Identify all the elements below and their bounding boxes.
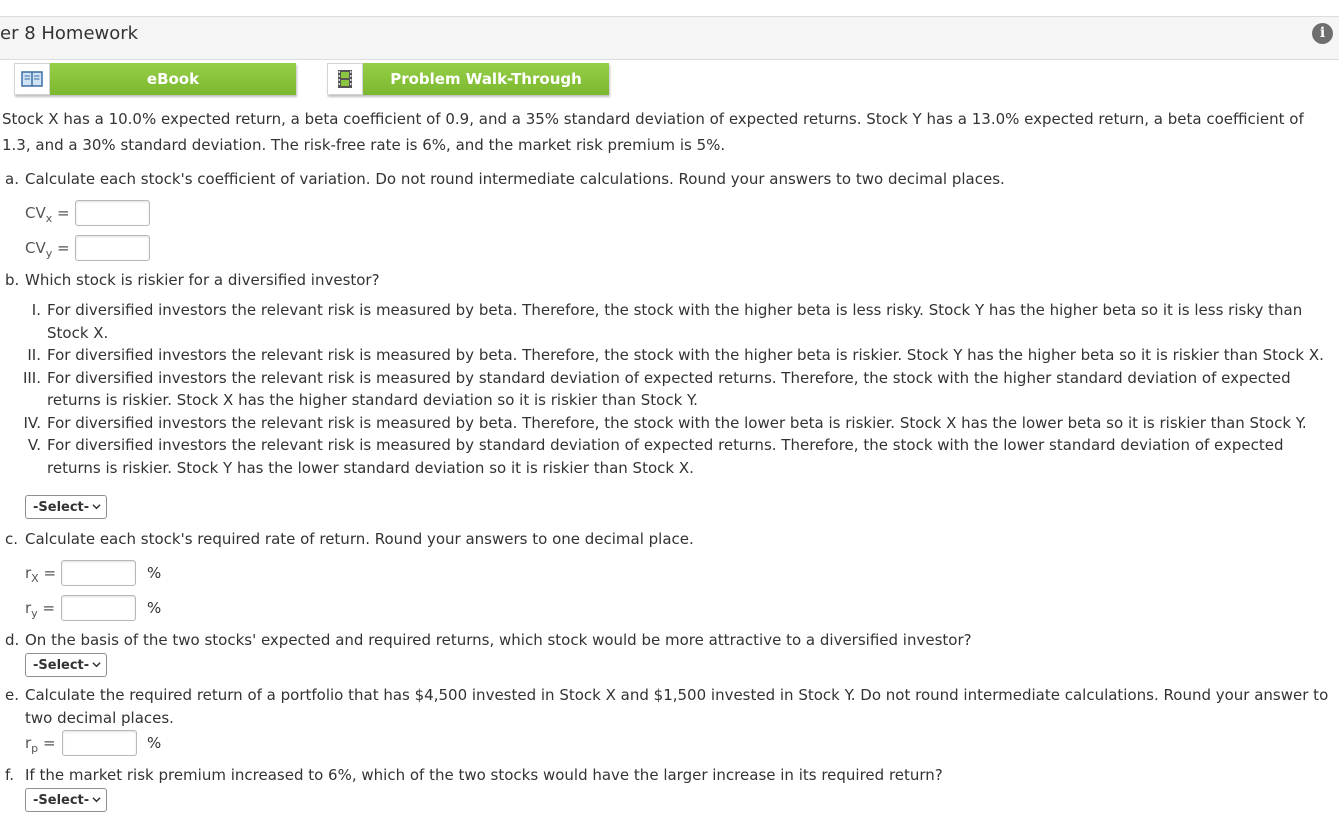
cvy-input[interactable]: [75, 235, 150, 261]
cvy-symbol: $CV_y$ =: [25, 239, 70, 260]
part-f-question: If the market risk premium increased to 6%, which of the two stocks would have the larger increase in its required return?: [25, 766, 943, 784]
ry-unit: %: [147, 599, 162, 617]
part-e-question-line-1: Calculate the required return of a portfolio that has $4,500 invested in Stock X and $1,500 invested in Stock Y. Do not round intermediate calculations. Round your answer to: [25, 686, 1329, 704]
intro-line-2: 1.3, and a 30% standard deviation. The risk-free rate is 6%, and the market risk premium is 5%.: [2, 136, 726, 154]
rp-symbol: $r_p$ =: [25, 734, 56, 755]
rx-symbol: $r_X$ =: [25, 564, 57, 585]
part-b-select[interactable]: -Select-: [25, 495, 107, 519]
part-d-select[interactable]: -Select-: [25, 653, 107, 677]
part-f-select[interactable]: -Select-: [25, 788, 107, 812]
rp-input[interactable]: [62, 730, 137, 756]
cvx-input[interactable]: [75, 200, 150, 226]
part-e-question-line-2: two decimal places.: [25, 709, 174, 727]
chevron-down-icon: [92, 795, 101, 804]
rx-unit: %: [147, 564, 162, 582]
part-f-label: f.: [5, 766, 14, 784]
rx-input[interactable]: [61, 560, 136, 586]
rp-unit: %: [147, 734, 162, 752]
part-c-question: Calculate each stock's required rate of return. Round your answers to one decimal place.: [25, 530, 694, 548]
part-b-label: b.: [5, 271, 20, 289]
part-d-label: d.: [5, 631, 20, 649]
ebook-button[interactable]: [14, 63, 296, 95]
part-d-question: On the basis of the two stocks' expected and required returns, which stock would be more attractive to a diversified investor?: [25, 631, 972, 649]
assignment-header: [0, 16, 1339, 60]
chevron-down-icon: [92, 502, 101, 511]
part-e-label: e.: [5, 686, 19, 704]
ebook-label: eBook: [50, 63, 296, 95]
cvx-symbol: $CV_x$ =: [25, 204, 70, 225]
intro-line-1: Stock X has a 10.0% expected return, a beta coefficient of 0.9, and a 35% standard deviation of expected returns. Stock Y has a 13.0% expected return, a beta coefficient of: [2, 110, 1304, 128]
part-a-label: a.: [5, 170, 19, 188]
walkthrough-label: Problem Walk-Through: [363, 63, 609, 95]
chevron-down-icon: [92, 660, 101, 669]
ry-input[interactable]: [61, 595, 136, 621]
assignment-title: er 8 Homework: [0, 23, 139, 44]
part-b-question: Which stock is riskier for a diversified investor?: [25, 271, 380, 289]
ry-symbol: $r_y$ =: [25, 599, 56, 620]
info-icon[interactable]: i: [1312, 23, 1333, 44]
part-a-question: Calculate each stock's coefficient of variation. Do not round intermediate calculations. Round your answers to two decimal places.: [25, 170, 1005, 188]
problem-walkthrough-button[interactable]: [327, 63, 609, 95]
part-c-label: c.: [5, 530, 19, 548]
film-icon: [327, 63, 363, 95]
book-icon: [14, 63, 50, 95]
